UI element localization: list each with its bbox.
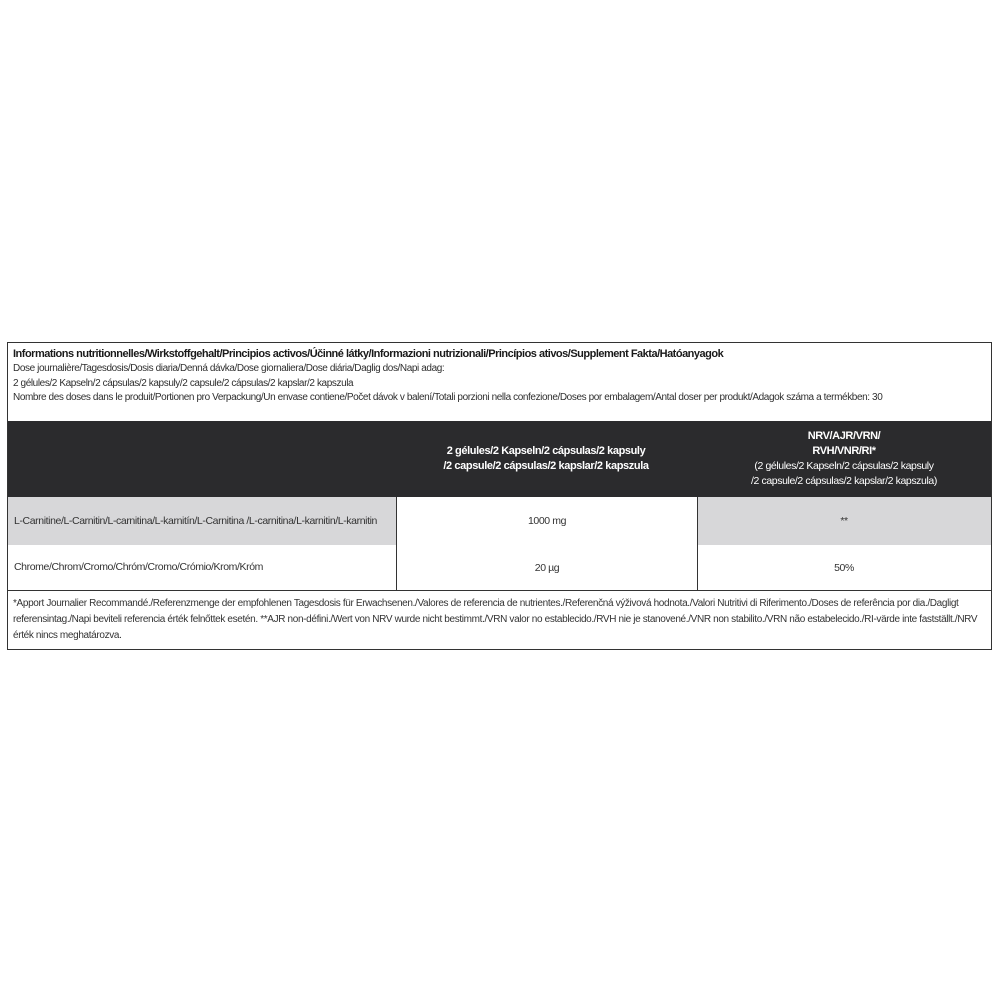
intro-section xyxy=(8,343,991,421)
daily-dose-value: 2 gélules/2 Kapseln/2 cápsulas/2 kapsuly/2 capsule/2 cápsulas/2 kapslar/2 kapszula xyxy=(13,377,354,389)
label-title: Informations nutritionnelles/Wirkstoffgehalt/Principios activos/Účinné látky/Informazioni nutrizionali/Princípios ativos/Supplement Fakta/Hatóanyagok xyxy=(13,348,724,360)
ingredient-name: Chrome/Chrom/Cromo/Chróm/Cromo/Crómio/Krom/Króm xyxy=(14,561,263,573)
footnote: *Apport Journalier Recommandé./Referenzmenge der empfohlenen Tagesdosis für Erwachsenen./Valores de referencia de nutrientes./Referenčná výživová hodnota./Valori Nutritivi di Riferimento./Doses de referência por dia./Dagligt referensintag./Napi beviteli referencia érték felnőttek esetén. **AJR non-défini./Wert von NRV wurde nicht bestimmt./VRN valor no establecido./RVH nie je stanovené./VNR non stabilito./VRN não estabelecido./RI-värde inte fastställt./NRV érték nincs meghatározva. xyxy=(13,598,978,641)
header-nrv-column xyxy=(698,421,990,497)
ingredient-amount: 1000 mg xyxy=(396,497,698,545)
header-nrv-line3: (2 gélules/2 Kapseln/2 cápsulas/2 kapsuly xyxy=(754,460,934,472)
table-row xyxy=(8,545,991,591)
header-amount-line1: 2 gélules/2 Kapseln/2 cápsulas/2 kapsuly xyxy=(446,445,646,457)
header-amount-line2: /2 capsule/2 cápsulas/2 kapslar/2 kapszula xyxy=(443,460,649,472)
table-header xyxy=(8,421,991,497)
ingredient-nrv: 50% xyxy=(834,561,854,574)
header-nrv-line4: /2 capsule/2 cápsulas/2 kapslar/2 kapszula) xyxy=(751,475,937,487)
ingredient-name: L-Carnitine/L-Carnitin/L-carnitina/L-karnitín/L-Carnitina /L-carnitina/L-karnitin/L-karnitin xyxy=(14,514,377,527)
nutrition-label-panel xyxy=(7,342,992,650)
table-row xyxy=(8,497,991,545)
servings-per-package: Nombre des doses dans le produit/Portionen pro Verpackung/Un envase contiene/Počet dávok v balení/Totali porzioni nella confezione/Doses por embalagem/Antal doser per produkt/Adagok száma a termékben: 30 xyxy=(13,392,883,403)
header-nrv-line1: NRV/AJR/VRN/ xyxy=(807,430,881,442)
ingredient-nrv: ** xyxy=(840,515,848,527)
ingredient-amount: 20 µg xyxy=(396,545,698,590)
daily-dose-label: Dose journalière/Tagesdosis/Dosis diaria/Denná dávka/Dose giornaliera/Dose diária/Daglig dos/Napi adag: xyxy=(13,363,445,374)
header-nrv-line2: RVH/VNR/RI* xyxy=(812,445,876,457)
header-amount-column xyxy=(396,421,696,497)
